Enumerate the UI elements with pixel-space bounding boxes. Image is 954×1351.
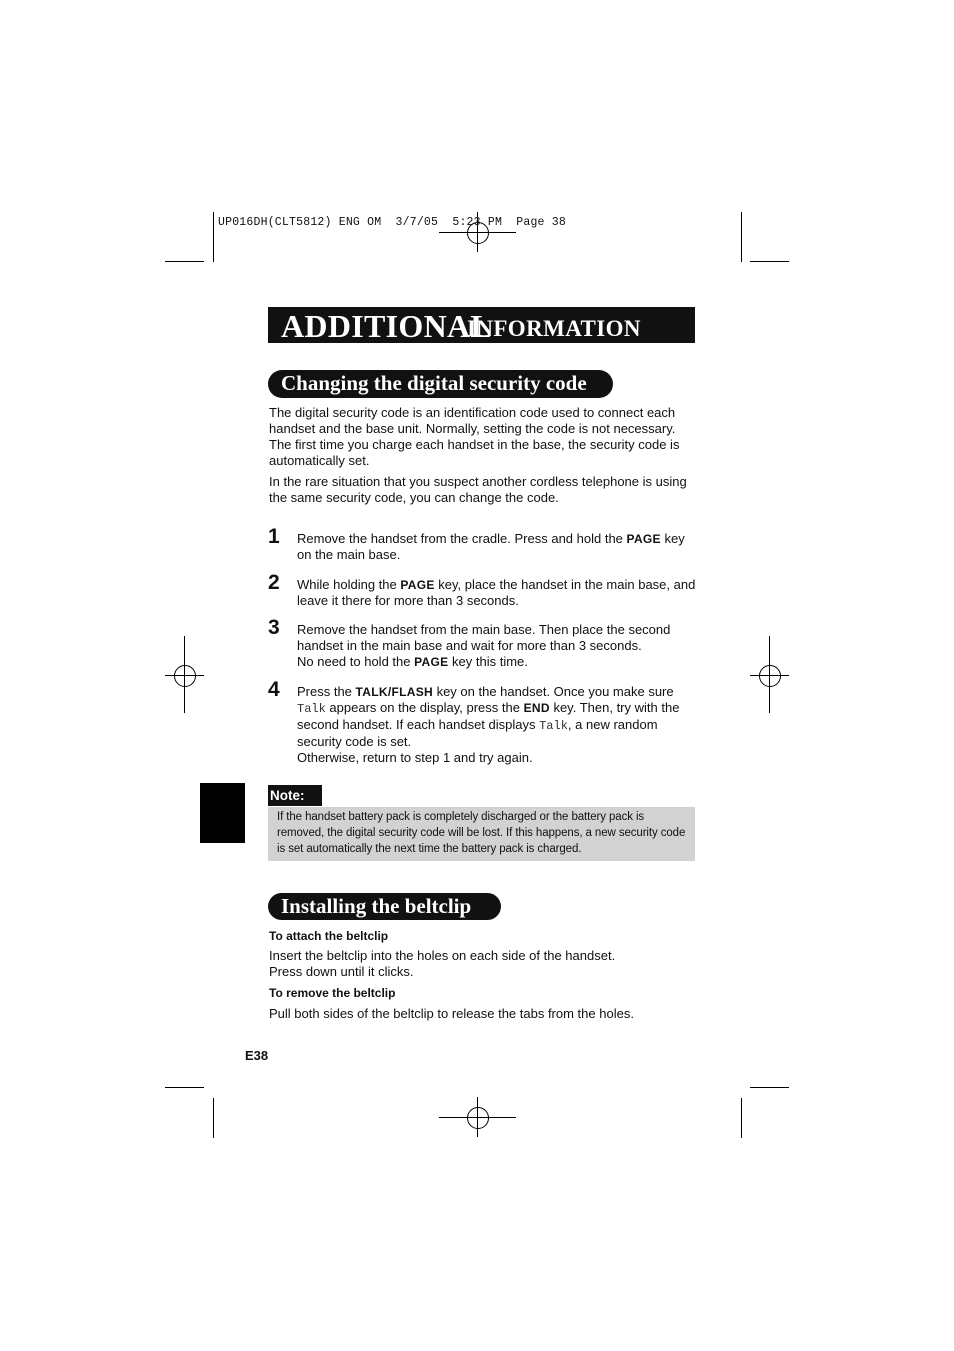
note-text: If the handset battery pack is completely discharged or the battery pack is removed, the digital security code will be lost. If this happens, a new security code is set automatically the next time the battery pack is charged. bbox=[277, 811, 686, 855]
section-heading-beltclip: Installing the beltclip bbox=[268, 893, 501, 920]
step-number-3: 3 bbox=[268, 616, 280, 639]
print-slug: UP016DH(CLT5812) ENG OM 3/7/05 5:23 PM Page 38 bbox=[218, 216, 566, 229]
display-text-talk: Talk bbox=[539, 719, 568, 733]
attach-beltclip-text: Insert the beltclip into the holes on each side of the handset. Press down until it clicks. bbox=[269, 948, 616, 979]
page-title-secondary: INFORMATION bbox=[467, 316, 641, 341]
remove-beltclip-text: Pull both sides of the beltclip to release the tabs from the holes. bbox=[269, 1006, 634, 1021]
page-key-label: PAGE bbox=[626, 532, 661, 546]
page-number: E38 bbox=[245, 1048, 269, 1063]
note-label: Note: bbox=[268, 785, 322, 806]
end-key-label: END bbox=[523, 701, 550, 715]
step-text-3: Remove the handset from the main base. Then place the second handset in the main base and wait for more than 3 seconds. No need to hold the PAGE key this time. bbox=[297, 622, 671, 669]
talk-flash-key-label: TALK/FLASH bbox=[355, 685, 433, 699]
thumb-index-tab bbox=[200, 783, 245, 843]
step-number-1: 1 bbox=[268, 525, 280, 548]
step-text-1: Remove the handset from the cradle. Press and hold the PAGE key on the main base. bbox=[297, 531, 685, 562]
page-key-label: PAGE bbox=[400, 578, 435, 592]
step-number-2: 2 bbox=[268, 571, 280, 594]
remove-beltclip-heading: To remove the beltclip bbox=[269, 986, 396, 1000]
step-text-4: Press the TALK/FLASH key on the handset. Once you make sure Talk appears on the display, press the END key. Then, try with the second handset. If each handset displays Talk, a new random security code is set. Otherwise, return to step 1 and try again. bbox=[297, 684, 680, 765]
step-number-4: 4 bbox=[268, 678, 280, 701]
display-text-talk: Talk bbox=[297, 702, 326, 716]
step-text-2: While holding the PAGE key, place the handset in the main base, and leave it there for more than 3 seconds. bbox=[297, 577, 696, 608]
section-heading-security: Changing the digital security code bbox=[268, 370, 613, 398]
intro-paragraph-1: The digital security code is an identification code used to connect each handset and the base unit. Normally, setting the code is not necessary. The first time you charge each handset in the base, the security code is automatically set. bbox=[269, 405, 680, 468]
attach-beltclip-heading: To attach the beltclip bbox=[269, 929, 389, 943]
page-key-label: PAGE bbox=[414, 655, 449, 669]
intro-paragraph-2: In the rare situation that you suspect another cordless telephone is using the same security code, you can change the code. bbox=[269, 474, 687, 505]
page-title-main: ADDITIONAL bbox=[281, 308, 493, 344]
